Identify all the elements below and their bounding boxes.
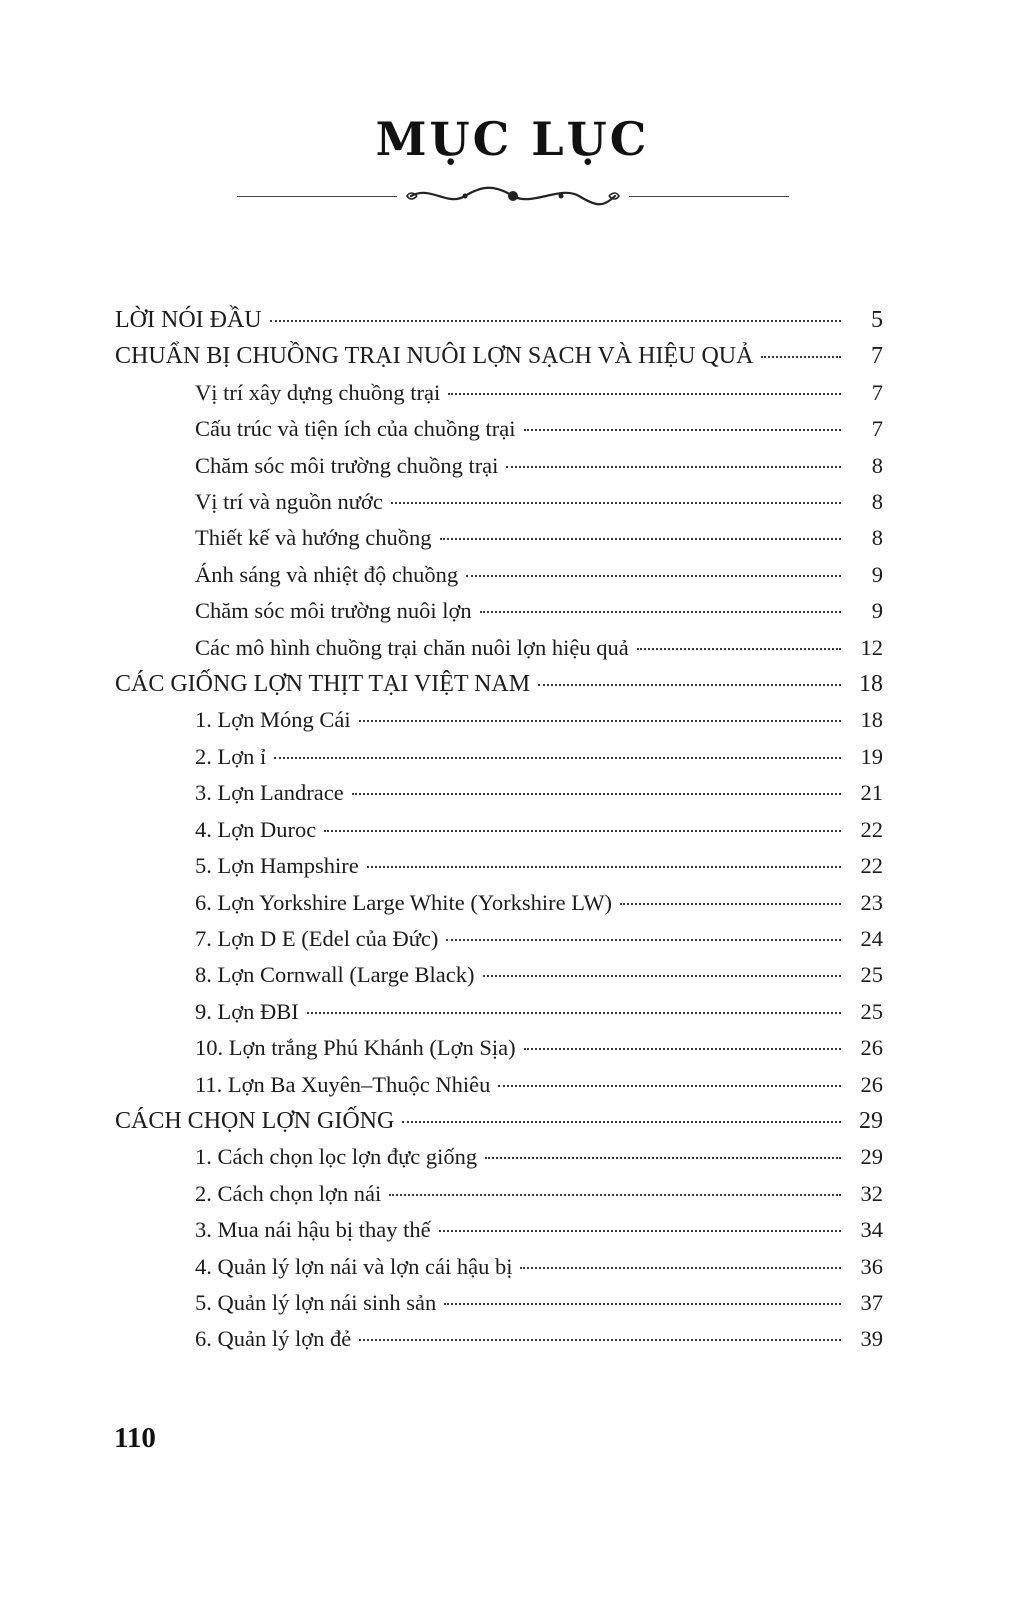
toc-page-number: 26 <box>860 1071 883 1097</box>
toc-row <box>115 338 883 374</box>
dot-leader <box>637 648 841 650</box>
dot-leader <box>439 1230 841 1232</box>
toc-entry-label: CÁCH CHỌN LỢN GIỐNG <box>115 1107 395 1134</box>
toc-entry-label: 2. Cách chọn lợn nái <box>195 1180 382 1206</box>
toc-page-number: 7 <box>871 416 883 442</box>
toc-row <box>115 812 883 848</box>
dot-leader <box>359 720 841 722</box>
toc-page-number: 22 <box>860 816 883 842</box>
toc-page-number: 19 <box>860 743 883 769</box>
toc-row <box>115 448 883 484</box>
toc-row <box>115 957 883 993</box>
dot-leader <box>444 1303 841 1305</box>
toc-page-number: 32 <box>860 1180 883 1206</box>
toc-row <box>115 885 883 921</box>
toc-row <box>115 1249 883 1285</box>
dot-leader <box>324 830 841 832</box>
dot-leader <box>480 611 841 613</box>
dot-leader <box>402 1121 841 1123</box>
table-of-contents <box>0 302 1025 1358</box>
ornament-flourish-icon <box>403 183 623 209</box>
toc-entry-label: 5. Lợn Hampshire <box>195 853 359 879</box>
toc-row <box>115 520 883 556</box>
toc-row <box>115 848 883 884</box>
toc-page-number: 18 <box>859 671 883 698</box>
toc-page-number: 25 <box>860 962 883 988</box>
toc-row <box>115 702 883 738</box>
toc-page-number: 8 <box>871 525 883 551</box>
dot-leader <box>506 466 841 468</box>
toc-row <box>115 1285 883 1321</box>
title-ornament <box>0 182 1025 210</box>
dot-leader <box>307 1012 841 1014</box>
ornament-line-right <box>629 196 789 197</box>
toc-entry-label: 5. Quản lý lợn nái sinh sản <box>195 1289 437 1315</box>
toc-page-number: 24 <box>860 925 883 951</box>
toc-page-number: 29 <box>859 1107 883 1134</box>
toc-entry-label: LỜI NÓI ĐẦU <box>115 307 262 333</box>
toc-page-number: 25 <box>860 998 883 1024</box>
toc-page-number: 7 <box>871 343 883 370</box>
toc-entry-label: Chăm sóc môi trường chuồng trại <box>195 452 499 478</box>
toc-row <box>115 557 883 593</box>
toc-entry-label: 8. Lợn Cornwall (Large Black) <box>195 962 475 988</box>
page-title: MỤC LỤC <box>375 112 650 166</box>
dot-leader <box>446 939 841 941</box>
dot-leader <box>524 429 841 431</box>
toc-row <box>115 1176 883 1212</box>
toc-entry-label: Chăm sóc môi trường nuôi lợn <box>195 598 472 624</box>
toc-row <box>115 375 883 411</box>
dot-leader <box>538 684 841 686</box>
toc-entry-label: 1. Lợn Móng Cái <box>195 707 351 733</box>
toc-entry-label: Cấu trúc và tiện ích của chuồng trại <box>195 416 516 442</box>
dot-leader <box>520 1267 841 1269</box>
toc-entry-label: Thiết kế và hướng chuồng <box>195 525 432 551</box>
toc-entry-label: 1. Cách chọn lọc lợn đực giống <box>195 1144 478 1170</box>
toc-row <box>115 1067 883 1103</box>
toc-entry-label: Vị trí và nguồn nước <box>195 489 383 515</box>
toc-page-number: 7 <box>871 379 883 405</box>
toc-entry-label: Vị trí xây dựng chuồng trại <box>195 379 441 405</box>
toc-page-number: 9 <box>871 598 883 624</box>
toc-row <box>115 1321 883 1357</box>
toc-entry-label: 6. Lợn Yorkshire Large White (Yorkshire LW) <box>195 889 613 915</box>
toc-entry-label: 7. Lợn D E (Edel của Đức) <box>195 925 439 951</box>
dot-leader <box>485 1157 841 1159</box>
toc-row <box>115 630 883 666</box>
toc-page-number: 9 <box>871 561 883 587</box>
toc-page-number: 5 <box>871 307 883 333</box>
toc-page-number: 39 <box>860 1326 883 1352</box>
toc-entry-label: 4. Quản lý lợn nái và lợn cái hậu bị <box>195 1253 513 1279</box>
dot-leader <box>524 1048 841 1050</box>
toc-page-number: 36 <box>860 1253 883 1279</box>
dot-leader <box>483 975 841 977</box>
dot-leader <box>761 356 841 358</box>
toc-entry-label: Các mô hình chuồng trại chăn nuôi lợn hiệu quả <box>195 634 629 660</box>
toc-row <box>115 1212 883 1248</box>
toc-row <box>115 666 883 702</box>
toc-entry-label: 6. Quản lý lợn đẻ <box>195 1326 352 1352</box>
toc-row <box>115 1103 883 1139</box>
toc-entry-label: CHUẨN BỊ CHUỒNG TRẠI NUÔI LỢN SẠCH VÀ HIỆU QUẢ <box>115 343 754 370</box>
toc-row <box>115 302 883 338</box>
dot-leader <box>466 575 841 577</box>
dot-leader <box>359 1339 841 1341</box>
ornament-line-left <box>237 196 397 197</box>
dot-leader <box>270 320 841 322</box>
dot-leader <box>620 903 841 905</box>
folio-page-number: 110 <box>114 1422 156 1454</box>
toc-entry-label: 9. Lợn ĐBI <box>195 998 299 1024</box>
toc-page-number: 26 <box>860 1035 883 1061</box>
dot-leader <box>352 793 841 795</box>
toc-entry-label: Ánh sáng và nhiệt độ chuồng <box>195 561 459 587</box>
toc-row <box>115 484 883 520</box>
toc-row <box>115 1139 883 1175</box>
toc-entry-label: 4. Lợn Duroc <box>195 816 317 842</box>
toc-entry-label: 11. Lợn Ba Xuyên–Thuộc Nhiêu <box>195 1071 491 1097</box>
toc-entry-label: 3. Mua nái hậu bị thay thế <box>195 1217 431 1243</box>
toc-row <box>115 593 883 629</box>
toc-page-number: 22 <box>860 853 883 879</box>
toc-page-number: 12 <box>860 634 883 660</box>
toc-page-number: 37 <box>860 1289 883 1315</box>
toc-row <box>115 411 883 447</box>
dot-leader <box>391 502 841 504</box>
toc-page-number: 8 <box>871 489 883 515</box>
toc-row <box>115 1030 883 1066</box>
toc-page-number: 8 <box>871 452 883 478</box>
toc-page-number: 34 <box>860 1217 883 1243</box>
toc-entry-label: 3. Lợn Landrace <box>195 780 344 806</box>
toc-row <box>115 739 883 775</box>
toc-page-number: 21 <box>860 780 883 806</box>
toc-row <box>115 775 883 811</box>
toc-row <box>115 994 883 1030</box>
dot-leader <box>367 866 841 868</box>
toc-entry-label: 2. Lợn ỉ <box>195 743 267 769</box>
toc-page-number: 23 <box>860 889 883 915</box>
toc-page-number: 29 <box>860 1144 883 1170</box>
toc-entry-label: 10. Lợn trắng Phú Khánh (Lợn Sịa) <box>195 1035 516 1061</box>
dot-leader <box>389 1194 841 1196</box>
dot-leader <box>498 1085 841 1087</box>
toc-page-number: 18 <box>860 707 883 733</box>
dot-leader <box>448 393 841 395</box>
toc-row <box>115 921 883 957</box>
dot-leader <box>274 757 841 759</box>
toc-entry-label: CÁC GIỐNG LỢN THỊT TẠI VIỆT NAM <box>115 671 531 698</box>
dot-leader <box>440 538 841 540</box>
